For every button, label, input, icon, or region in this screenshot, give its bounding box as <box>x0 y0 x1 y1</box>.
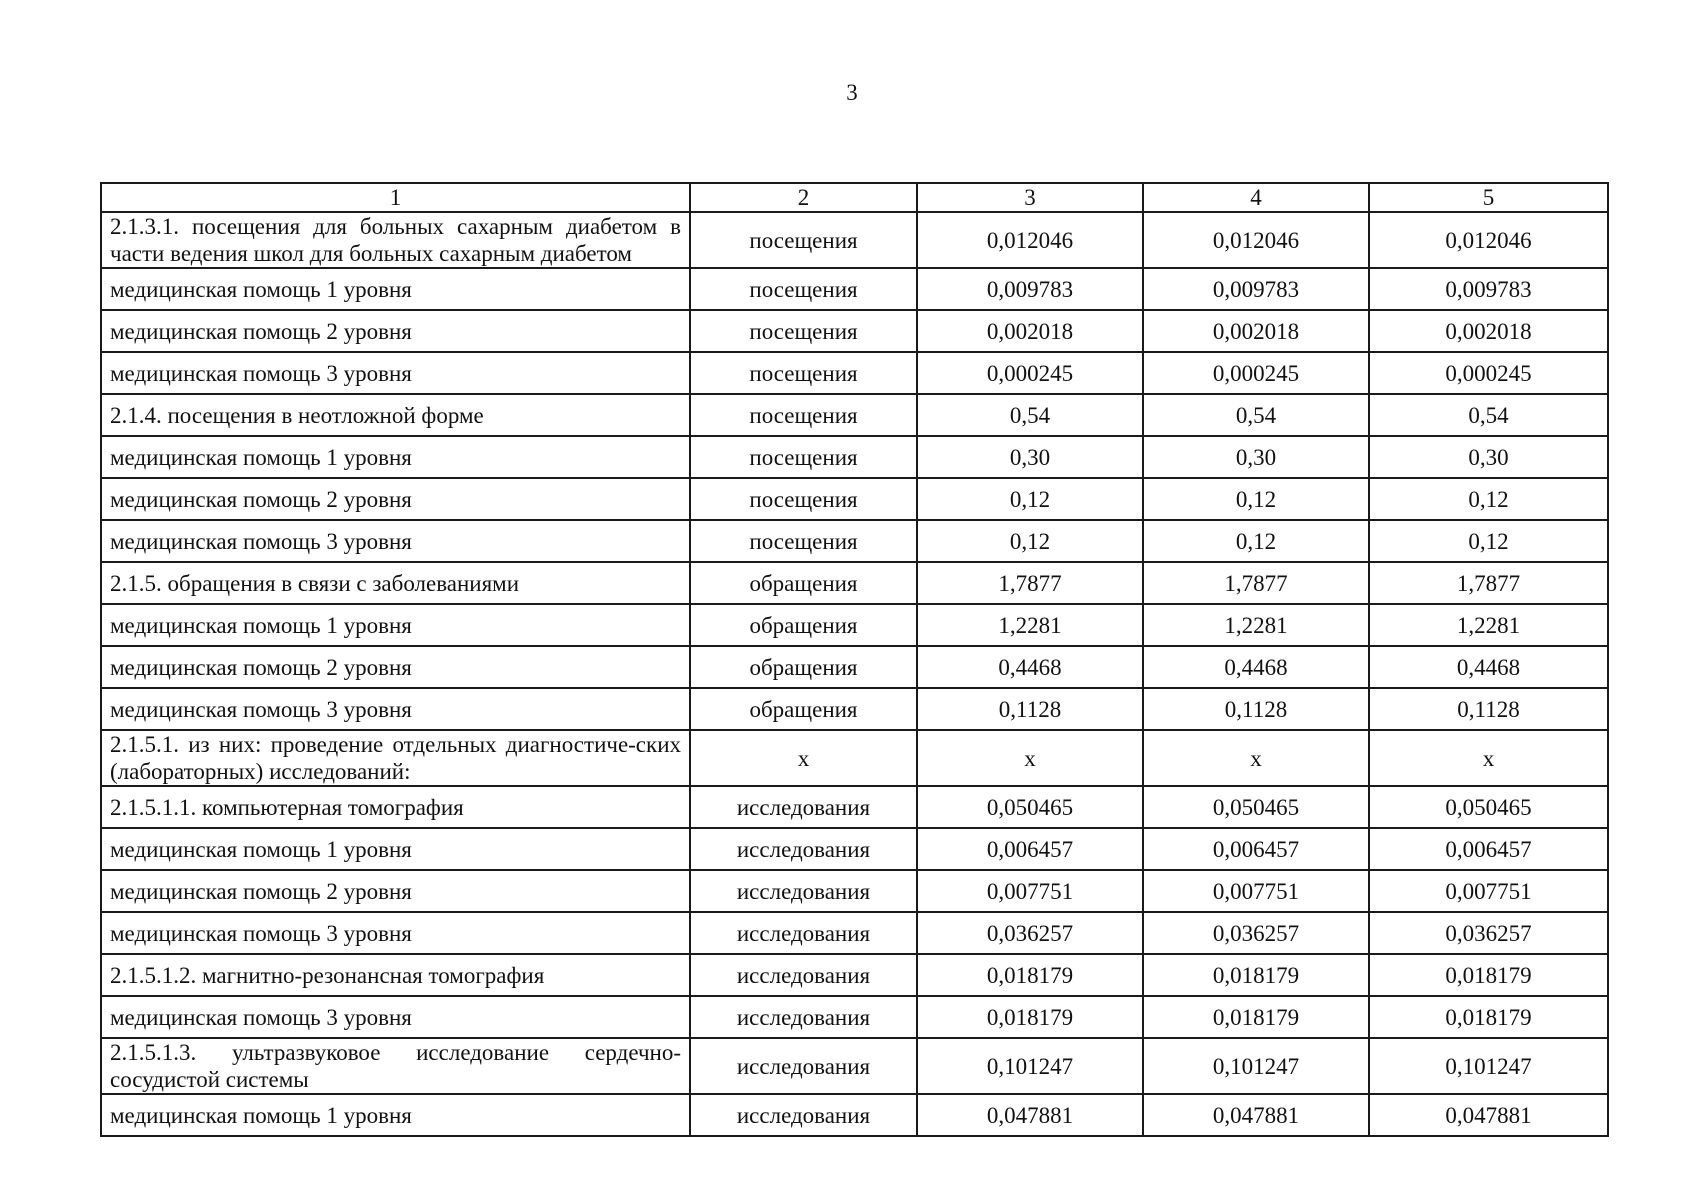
row-unit: посещения <box>690 394 917 436</box>
row-value-col5: 0,12 <box>1369 478 1608 520</box>
row-unit: обращения <box>690 562 917 604</box>
row-value-col5: 0,4468 <box>1369 646 1608 688</box>
row-value-col3: 0,1128 <box>917 688 1143 730</box>
row-value-col4: 0,007751 <box>1143 870 1369 912</box>
row-name: медицинская помощь 3 уровня <box>101 520 690 562</box>
row-value-col5: 0,018179 <box>1369 954 1608 996</box>
table-row <box>101 912 1608 954</box>
table-row <box>101 954 1608 996</box>
row-value-col3: 0,006457 <box>917 828 1143 870</box>
row-unit: посещения <box>690 520 917 562</box>
row-name: 2.1.4. посещения в неотложной форме <box>101 394 690 436</box>
table-row <box>101 352 1608 394</box>
table-row <box>101 478 1608 520</box>
table-row <box>101 828 1608 870</box>
row-name: медицинская помощь 3 уровня <box>101 996 690 1038</box>
row-name: 2.1.5. обращения в связи с заболеваниями <box>101 562 690 604</box>
column-header: 3 <box>917 183 1143 212</box>
row-name: медицинская помощь 1 уровня <box>101 1094 690 1136</box>
table-row <box>101 646 1608 688</box>
row-value-col5: 0,018179 <box>1369 996 1608 1038</box>
row-unit: посещения <box>690 352 917 394</box>
row-value-col4: х <box>1143 730 1369 786</box>
row-unit: х <box>690 730 917 786</box>
table-row <box>101 520 1608 562</box>
row-value-col4: 0,54 <box>1143 394 1369 436</box>
row-name: медицинская помощь 2 уровня <box>101 646 690 688</box>
row-value-col3: 0,007751 <box>917 870 1143 912</box>
table-row <box>101 268 1608 310</box>
row-value-col3: 0,018179 <box>917 954 1143 996</box>
table-row <box>101 870 1608 912</box>
table-row <box>101 1094 1608 1136</box>
row-value-col3: 0,000245 <box>917 352 1143 394</box>
row-name: медицинская помощь 2 уровня <box>101 478 690 520</box>
row-name: медицинская помощь 3 уровня <box>101 688 690 730</box>
row-unit: исследования <box>690 954 917 996</box>
page-number: 3 <box>846 80 858 105</box>
row-value-col4: 0,047881 <box>1143 1094 1369 1136</box>
row-value-col4: 1,2281 <box>1143 604 1369 646</box>
row-value-col4: 0,009783 <box>1143 268 1369 310</box>
row-value-col4: 0,050465 <box>1143 786 1369 828</box>
row-value-col5: 0,101247 <box>1369 1038 1608 1094</box>
row-unit: исследования <box>690 912 917 954</box>
column-header: 1 <box>101 183 690 212</box>
row-unit: исследования <box>690 870 917 912</box>
row-value-col4: 0,000245 <box>1143 352 1369 394</box>
row-value-col3: 0,101247 <box>917 1038 1143 1094</box>
row-unit: посещения <box>690 268 917 310</box>
row-value-col4: 0,012046 <box>1143 212 1369 268</box>
column-header: 4 <box>1143 183 1369 212</box>
row-value-col5: 0,002018 <box>1369 310 1608 352</box>
row-value-col4: 0,036257 <box>1143 912 1369 954</box>
row-name: медицинская помощь 3 уровня <box>101 352 690 394</box>
row-value-col3: 1,2281 <box>917 604 1143 646</box>
indicator-table <box>100 182 1609 1137</box>
row-value-col4: 0,4468 <box>1143 646 1369 688</box>
row-value-col3: 0,009783 <box>917 268 1143 310</box>
row-name: 2.1.5.1.1. компьютерная томография <box>101 786 690 828</box>
row-name: 2.1.5.1.3. ультразвуковое исследование сердечно-сосудистой системы <box>101 1038 690 1094</box>
row-value-col5: 0,12 <box>1369 520 1608 562</box>
table-row <box>101 1038 1608 1094</box>
row-value-col5: 0,1128 <box>1369 688 1608 730</box>
column-header: 5 <box>1369 183 1608 212</box>
row-unit: исследования <box>690 996 917 1038</box>
row-value-col4: 0,018179 <box>1143 996 1369 1038</box>
row-name: медицинская помощь 1 уровня <box>101 604 690 646</box>
row-value-col3: 0,12 <box>917 520 1143 562</box>
row-value-col5: 1,7877 <box>1369 562 1608 604</box>
row-value-col4: 0,101247 <box>1143 1038 1369 1094</box>
row-value-col5: 0,047881 <box>1369 1094 1608 1136</box>
table-row <box>101 310 1608 352</box>
row-value-col3: 0,12 <box>917 478 1143 520</box>
table-row <box>101 604 1608 646</box>
table-row <box>101 394 1608 436</box>
row-name: медицинская помощь 1 уровня <box>101 268 690 310</box>
row-value-col3: 0,047881 <box>917 1094 1143 1136</box>
row-value-col5: 0,050465 <box>1369 786 1608 828</box>
table-row <box>101 996 1608 1038</box>
table-row <box>101 688 1608 730</box>
row-value-col5: 0,30 <box>1369 436 1608 478</box>
row-value-col4: 0,018179 <box>1143 954 1369 996</box>
row-name: медицинская помощь 1 уровня <box>101 828 690 870</box>
table-row <box>101 212 1608 268</box>
row-value-col3: 0,002018 <box>917 310 1143 352</box>
row-name: 2.1.5.1.2. магнитно-резонансная томография <box>101 954 690 996</box>
table-header-row <box>101 183 1608 212</box>
row-value-col5: 0,012046 <box>1369 212 1608 268</box>
row-value-col3: 0,54 <box>917 394 1143 436</box>
row-value-col3: 0,050465 <box>917 786 1143 828</box>
row-value-col3: 0,30 <box>917 436 1143 478</box>
row-value-col3: 0,018179 <box>917 996 1143 1038</box>
table-row <box>101 786 1608 828</box>
row-value-col5: 0,000245 <box>1369 352 1608 394</box>
column-header: 2 <box>690 183 917 212</box>
row-unit: обращения <box>690 688 917 730</box>
row-value-col4: 0,006457 <box>1143 828 1369 870</box>
row-name: медицинская помощь 2 уровня <box>101 870 690 912</box>
row-name: медицинская помощь 2 уровня <box>101 310 690 352</box>
row-value-col4: 0,002018 <box>1143 310 1369 352</box>
row-value-col3: х <box>917 730 1143 786</box>
table-row <box>101 562 1608 604</box>
row-value-col5: 0,036257 <box>1369 912 1608 954</box>
row-value-col4: 0,30 <box>1143 436 1369 478</box>
row-value-col5: х <box>1369 730 1608 786</box>
row-unit: посещения <box>690 436 917 478</box>
row-unit: посещения <box>690 212 917 268</box>
row-name: медицинская помощь 1 уровня <box>101 436 690 478</box>
row-unit: обращения <box>690 604 917 646</box>
table-row <box>101 730 1608 786</box>
row-unit: исследования <box>690 786 917 828</box>
row-unit: исследования <box>690 1038 917 1094</box>
row-name: 2.1.5.1. из них: проведение отдельных диагностиче-ских (лабораторных) исследований: <box>101 730 690 786</box>
row-unit: исследования <box>690 828 917 870</box>
row-value-col4: 0,12 <box>1143 520 1369 562</box>
table-row <box>101 436 1608 478</box>
row-name: медицинская помощь 3 уровня <box>101 912 690 954</box>
row-value-col3: 1,7877 <box>917 562 1143 604</box>
row-value-col3: 0,036257 <box>917 912 1143 954</box>
row-value-col5: 0,54 <box>1369 394 1608 436</box>
row-value-col5: 0,009783 <box>1369 268 1608 310</box>
row-value-col4: 0,12 <box>1143 478 1369 520</box>
row-value-col5: 0,007751 <box>1369 870 1608 912</box>
row-value-col4: 0,1128 <box>1143 688 1369 730</box>
row-unit: обращения <box>690 646 917 688</box>
row-value-col4: 1,7877 <box>1143 562 1369 604</box>
row-unit: посещения <box>690 310 917 352</box>
row-unit: исследования <box>690 1094 917 1136</box>
row-value-col3: 0,4468 <box>917 646 1143 688</box>
row-value-col3: 0,012046 <box>917 212 1143 268</box>
row-name: 2.1.3.1. посещения для больных сахарным диабетом в части ведения школ для больных сахарным диабетом <box>101 212 690 268</box>
row-value-col5: 0,006457 <box>1369 828 1608 870</box>
row-value-col5: 1,2281 <box>1369 604 1608 646</box>
row-unit: посещения <box>690 478 917 520</box>
